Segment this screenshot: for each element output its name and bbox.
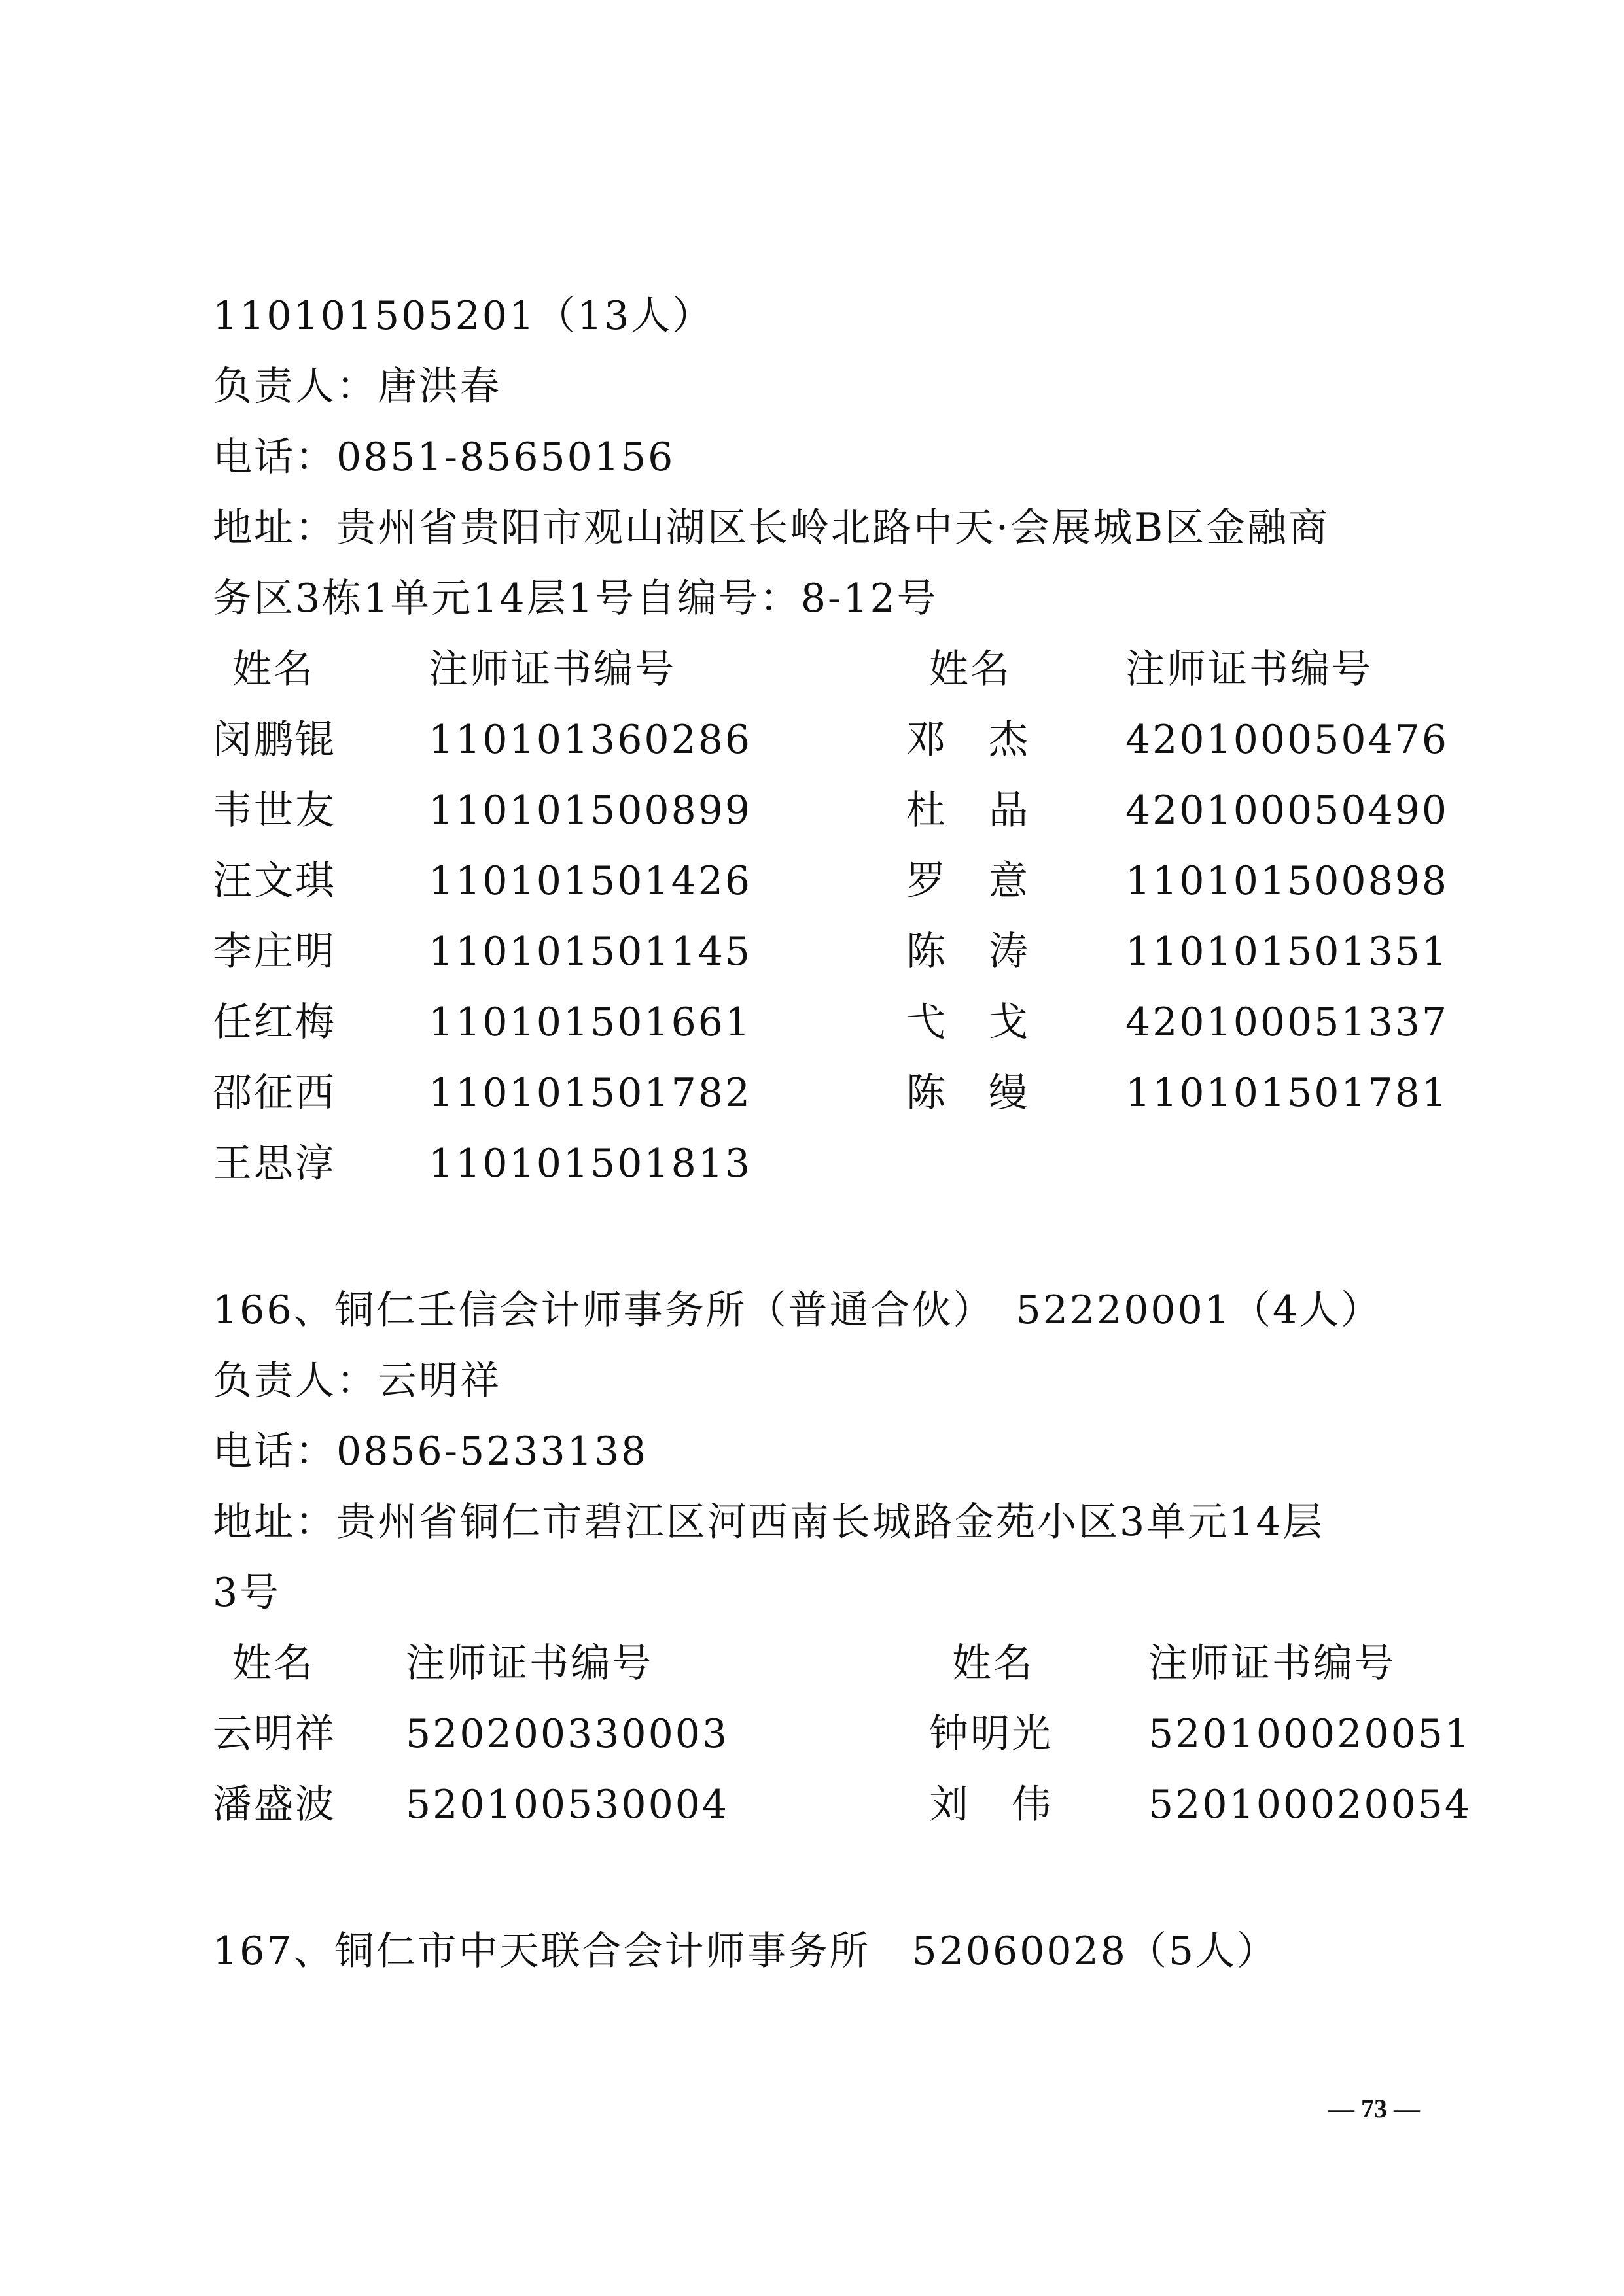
phone-line: 电话：0851-85650156 bbox=[213, 434, 675, 480]
col-header-name-right: 姓名 bbox=[929, 646, 1012, 692]
member-name: 杜 品 bbox=[906, 788, 1030, 833]
member-name: 云明祥 bbox=[213, 1711, 336, 1757]
member-cert: 110101501145 bbox=[429, 929, 752, 975]
member-cert: 110101500898 bbox=[1125, 858, 1449, 904]
member-name: 王思淳 bbox=[213, 1141, 336, 1187]
member-cert: 110101501781 bbox=[1125, 1070, 1449, 1116]
col-header-name-right: 姓名 bbox=[952, 1641, 1034, 1686]
member-name: 陈 涛 bbox=[906, 929, 1030, 975]
col-header-name-left: 姓名 bbox=[232, 1641, 315, 1686]
col-header-cert-left: 注师证书编号 bbox=[429, 646, 676, 692]
col-header-cert-right: 注师证书编号 bbox=[1148, 1641, 1396, 1686]
firm-header-tail: 110101505201（13人） bbox=[213, 293, 714, 339]
member-name: 邓 杰 bbox=[906, 717, 1030, 763]
principal-line: 负责人：唐洪春 bbox=[213, 364, 501, 409]
member-name: 潘盛波 bbox=[213, 1782, 336, 1828]
member-cert: 110101501813 bbox=[429, 1141, 752, 1187]
member-name: 任红梅 bbox=[213, 1000, 336, 1045]
address-line-2: 3号 bbox=[213, 1570, 281, 1616]
member-cert: 110101501351 bbox=[1125, 929, 1449, 975]
member-name: 钟明光 bbox=[929, 1711, 1053, 1757]
member-cert: 520100020051 bbox=[1148, 1711, 1472, 1757]
member-name: 罗 意 bbox=[906, 858, 1030, 904]
member-name: 弋 戈 bbox=[906, 1000, 1030, 1045]
member-name: 李庄明 bbox=[213, 929, 336, 975]
member-cert: 110101360286 bbox=[429, 717, 752, 763]
member-cert: 110101501661 bbox=[429, 1000, 752, 1045]
member-name: 邵征西 bbox=[213, 1070, 336, 1116]
address-line-2: 务区3栋1单元14层1号自编号：8-12号 bbox=[213, 576, 938, 621]
page-number: — 73 — bbox=[1328, 2094, 1420, 2123]
member-cert: 420100051337 bbox=[1125, 1000, 1449, 1045]
address-line-1: 地址：贵州省贵阳市观山湖区长岭北路中天·会展城B区金融商 bbox=[213, 505, 1330, 551]
col-header-name-left: 姓名 bbox=[232, 646, 315, 692]
member-cert: 520100020054 bbox=[1148, 1782, 1472, 1828]
phone-line: 电话：0856-5233138 bbox=[213, 1429, 648, 1474]
col-header-cert-right: 注师证书编号 bbox=[1125, 646, 1373, 692]
member-cert: 520100530004 bbox=[406, 1782, 730, 1828]
firm-header: 166、铜仁壬信会计师事务所（普通合伙） 52220001（4人） bbox=[213, 1287, 1383, 1333]
member-cert: 420100050490 bbox=[1125, 788, 1449, 833]
member-name: 汪文琪 bbox=[213, 858, 336, 904]
member-name: 陈 缦 bbox=[906, 1070, 1030, 1116]
firm-header: 167、铜仁市中天联合会计师事务所 52060028（5人） bbox=[213, 1928, 1279, 1974]
member-name: 闵鹏锟 bbox=[213, 717, 336, 763]
member-cert: 520200330003 bbox=[406, 1711, 730, 1757]
address-line-1: 地址：贵州省铜仁市碧江区河西南长城路金苑小区3单元14层 bbox=[213, 1499, 1324, 1545]
principal-line: 负责人：云明祥 bbox=[213, 1358, 501, 1404]
member-cert: 110101500899 bbox=[429, 788, 752, 833]
col-header-cert-left: 注师证书编号 bbox=[406, 1641, 653, 1686]
member-name: 刘 伟 bbox=[929, 1782, 1053, 1828]
member-cert: 110101501782 bbox=[429, 1070, 752, 1116]
member-cert: 420100050476 bbox=[1125, 717, 1449, 763]
member-cert: 110101501426 bbox=[429, 858, 752, 904]
member-name: 韦世友 bbox=[213, 788, 336, 833]
